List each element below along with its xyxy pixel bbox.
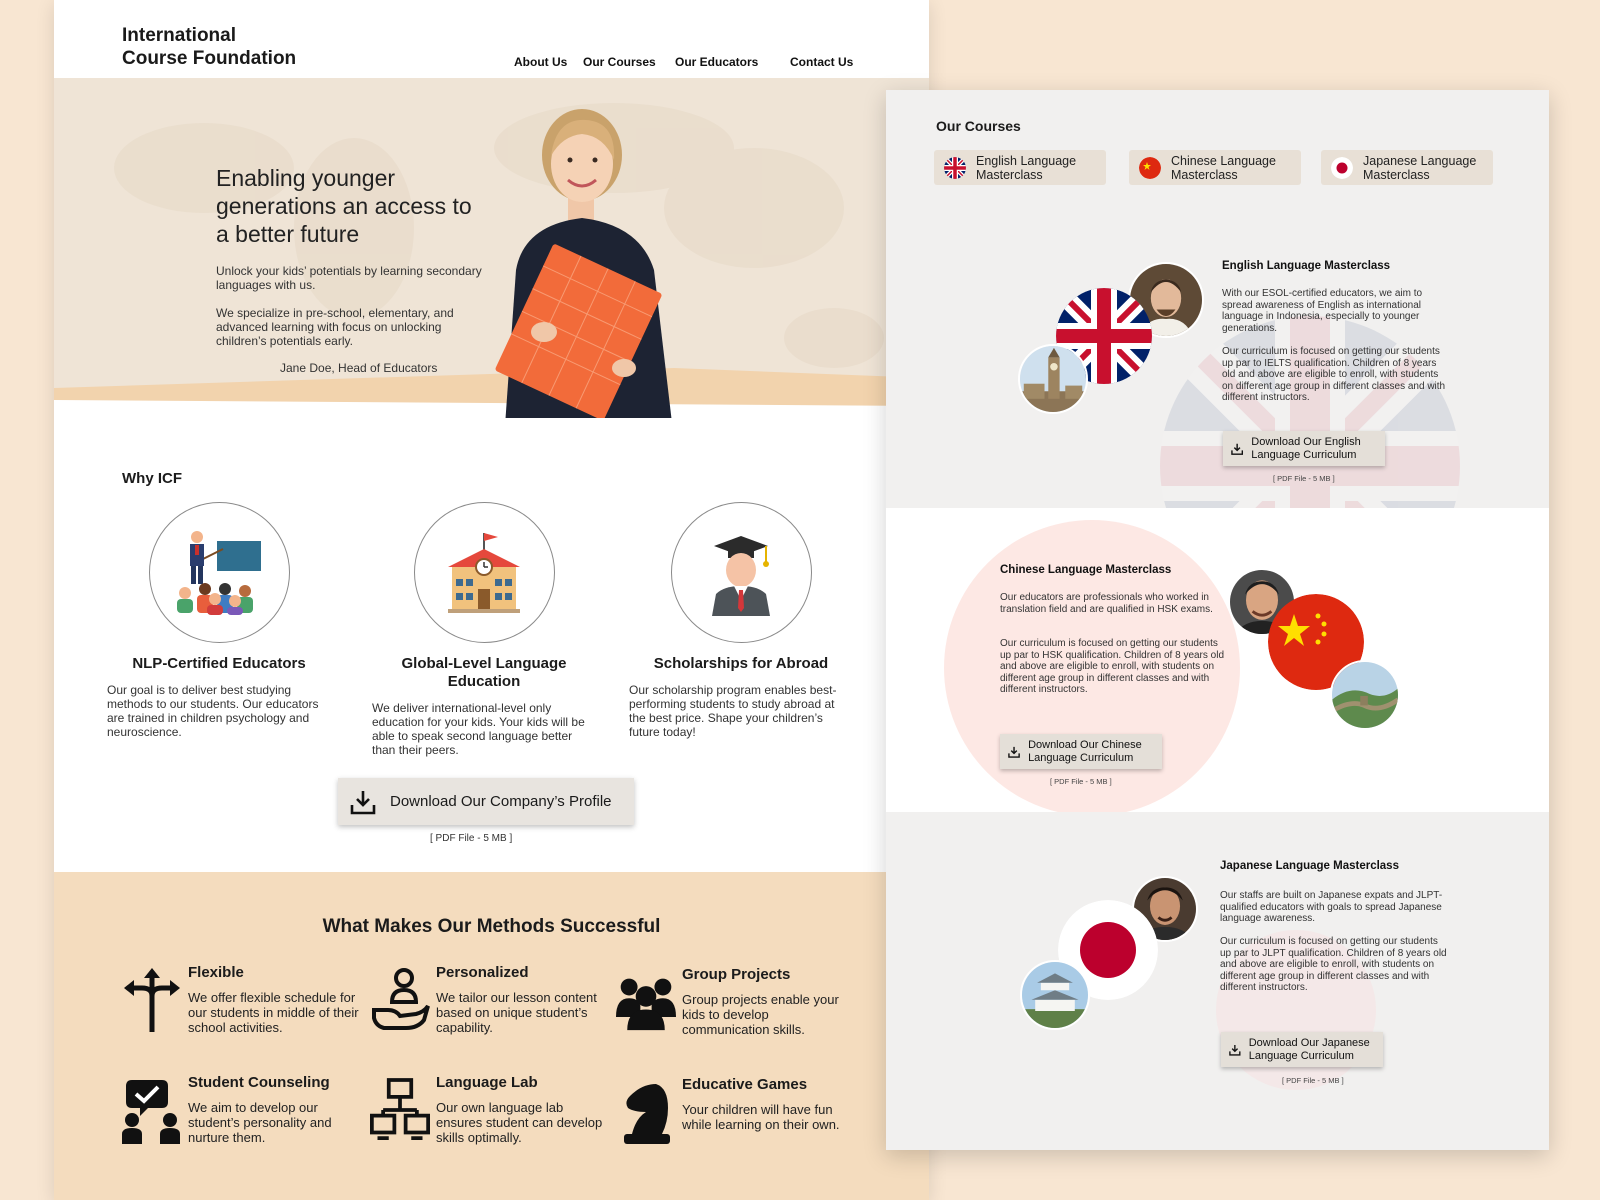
feature-title: Global-Level Language Education — [401, 655, 567, 690]
chinese-course-title: Chinese Language Masterclass — [1000, 564, 1172, 576]
method-text: Group projects enable your kids to develop communication skills. — [682, 992, 839, 1037]
download-icon — [1231, 439, 1243, 459]
courses-page — [886, 90, 1549, 1150]
course-tab-label: English Language Masterclass — [976, 153, 1077, 182]
method-flexible — [122, 964, 362, 1054]
method-group-projects — [616, 966, 856, 1056]
japanese-course-paragraph-2: Our curriculum is focused on getting our students up par to JLPT qualification. Children of 8 years old and above are eligible to enroll, with students on different age group in different classes and with different instructors. — [1220, 936, 1447, 993]
download-icon — [1229, 1040, 1241, 1060]
feature-nlp-educators — [99, 502, 339, 739]
method-title: Student Counseling — [188, 1074, 330, 1091]
chinese-course-paragraph-1: Our educators are professionals who worked in translation field and are qualified in HSK exams. — [1000, 592, 1213, 615]
methods-section — [54, 872, 929, 1200]
download-japanese-curriculum-button[interactable] — [1221, 1032, 1383, 1067]
method-text: Our own language lab ensures student can develop skills optimally. — [436, 1100, 603, 1145]
method-language-lab — [370, 1074, 610, 1164]
english-download-note: [ PDF File - 5 MB ] — [1273, 474, 1335, 483]
hand-person-icon — [370, 966, 430, 1034]
main-nav — [54, 55, 929, 71]
download-english-curriculum-button[interactable] — [1223, 431, 1385, 466]
great-wall-photo — [1330, 660, 1400, 730]
english-course-paragraph-1: With our ESOL-certified educators, we aim to spread awareness of English as international language in Indonesia, especially to younger generations. — [1222, 288, 1423, 334]
hero-section — [54, 78, 929, 418]
download-japanese-label: Download Our Japanese Language Curriculum — [1248, 1036, 1370, 1062]
course-tab-label: Japanese Language Masterclass — [1363, 153, 1477, 182]
counseling-icon — [122, 1076, 182, 1144]
download-profile-note: [ PDF File - 5 MB ] — [430, 833, 513, 844]
feature-text: Our goal is to deliver best studying methods to our students. Our educators are trained in children psychology and neuroscience. — [107, 683, 319, 739]
feature-title: NLP-Certified Educators — [132, 655, 306, 672]
uk-flag-icon — [944, 157, 966, 179]
china-flag-icon — [1139, 157, 1161, 179]
english-course-title: English Language Masterclass — [1222, 260, 1391, 272]
japanese-download-note: [ PDF File - 5 MB ] — [1282, 1076, 1344, 1085]
educator-photo — [464, 100, 704, 418]
why-icf-title: Why ICF — [122, 470, 182, 487]
site-header — [54, 0, 929, 78]
teacher-classroom-icon — [149, 502, 290, 643]
chess-knight-icon — [616, 1078, 676, 1146]
download-icon — [350, 789, 376, 815]
japanese-course-title: Japanese Language Masterclass — [1220, 860, 1399, 872]
feature-text: We deliver international-level only education for your kids. Your kids will be able to speak second language better than their peers. — [372, 701, 585, 757]
nav-our-courses[interactable]: Our Courses — [583, 55, 656, 69]
method-text: Your children will have fun while learning on their own. — [682, 1102, 840, 1132]
download-english-label: Download Our English Language Curriculum — [1251, 435, 1361, 461]
course-tab-chinese[interactable] — [1129, 150, 1301, 185]
method-personalized — [370, 964, 610, 1054]
download-profile-button[interactable] — [338, 778, 634, 825]
hero-copy — [216, 164, 486, 348]
methods-title: What Makes Our Methods Successful — [322, 916, 661, 937]
method-text: We aim to develop our student’s personality and nurture them. — [188, 1100, 332, 1145]
chinese-download-note: [ PDF File - 5 MB ] — [1050, 777, 1112, 786]
method-text: We offer flexible schedule for our students in middle of their school activities. — [188, 990, 359, 1035]
english-course-paragraph-2: Our curriculum is focused on getting our students up par to IELTS qualification. Children of 8 years old and above are eligible to enroll, with students on different age group in different classes and with different instructors. — [1222, 346, 1446, 403]
brand-line-2: Course Foundation — [122, 48, 297, 69]
feature-scholarships — [621, 502, 861, 739]
method-educative-games — [616, 1076, 856, 1166]
download-chinese-label: Download Our Chinese Language Curriculum — [1028, 738, 1142, 764]
feature-title: Scholarships for Abroad — [653, 655, 829, 672]
method-title: Flexible — [188, 964, 244, 981]
download-icon — [1008, 742, 1020, 762]
graduate-icon — [671, 502, 812, 643]
landing-page — [54, 0, 929, 1200]
method-title: Language Lab — [436, 1074, 538, 1091]
course-tab-label: Chinese Language Masterclass — [1171, 153, 1276, 182]
feature-text: Our scholarship program enables best-performing students to study abroad at the best price. Shape your children’s future today! — [629, 683, 837, 739]
method-student-counseling — [122, 1074, 362, 1164]
course-tab-japanese[interactable] — [1321, 150, 1493, 185]
split-arrows-icon — [122, 966, 182, 1034]
computer-network-icon — [370, 1076, 430, 1144]
feature-global-education — [364, 502, 604, 757]
chinese-course-paragraph-2: Our curriculum is focused on getting our students up par to HSK qualification. Children of 8 years old and above are eligible to enroll, with students on different age group in different classes and with different instructors. — [1000, 638, 1225, 695]
hero-title: Enabling younger generations an access to a better future — [216, 165, 472, 247]
hero-paragraph-2: We specialize in pre-school, elementary, and advanced learning with focus on unlocking children’s potentials early. — [216, 306, 454, 348]
brand-line-1: International — [122, 25, 237, 46]
course-tab-english[interactable] — [934, 150, 1106, 185]
hero-paragraph-1: Unlock your kids’ potentials by learning secondary languages with us. — [216, 264, 482, 292]
himeji-castle-photo — [1020, 960, 1090, 1030]
school-building-icon — [414, 502, 555, 643]
method-text: We tailor our lesson content based on unique student’s capability. — [436, 990, 597, 1035]
hero-signature: Jane Doe, Head of Educators — [280, 361, 438, 375]
group-icon — [616, 968, 676, 1036]
nav-our-educators[interactable]: Our Educators — [675, 55, 759, 69]
nav-about-us[interactable]: About Us — [514, 55, 568, 69]
big-ben-photo — [1018, 344, 1088, 414]
download-chinese-curriculum-button[interactable] — [1000, 734, 1162, 769]
japan-flag-icon — [1331, 157, 1353, 179]
download-profile-label: Download Our Company’s Profile — [390, 793, 612, 810]
method-title: Educative Games — [682, 1076, 808, 1093]
our-courses-title: Our Courses — [936, 118, 1021, 134]
method-title: Group Projects — [682, 966, 791, 983]
nav-contact-us[interactable]: Contact Us — [790, 55, 854, 69]
method-title: Personalized — [436, 964, 529, 981]
japanese-course-paragraph-1: Our staffs are built on Japanese expats and JLPT-qualified educators with goals to spread Japanese language awareness. — [1220, 890, 1443, 924]
japanese-course-section — [886, 812, 1549, 1150]
